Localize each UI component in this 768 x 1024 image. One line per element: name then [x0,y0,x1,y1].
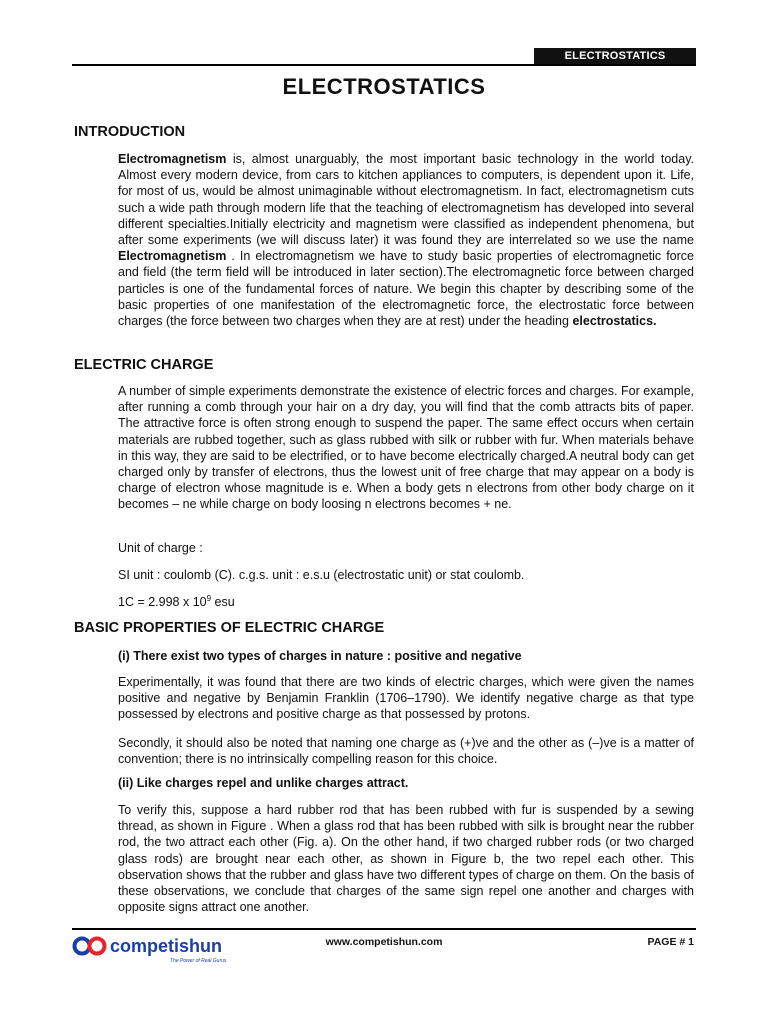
intro-paragraph: Electromagnetism is, almost unarguably, the most important basic technology in the world today. Almost every modern device, from cars to kitchen appliances to computers, is dependent upon it. Life, for most of us, would be almost unimaginable without electromagnetism. In fact, electromagnetism cuts such a wide path through modern life that the teaching of electromagnetism has developed into several different specialties.Initially electricity and magnetism were classified as independent phenomena, but after some experiments (we will discuss later) it was found they are interrelated so we use the name Electromagnetism . In electromagnetism we have to study basic properties of electromagnetic force and field (the term field will be introduced in later section).The electromagnetic force between charged particles is one of the fundamental forces of nature. We begin this chapter by describing some of the basic properties of one manifestation of the electromagnetic force, the electrostatic force between charges (the force between two charges when they are at rest) under the heading electrostatics. [118,152,694,329]
website-link[interactable]: www.competishun.com [325,936,443,948]
unit-of-charge-label: Unit of charge : [118,541,203,555]
intro-bold-term-2: Electromagnetism [118,249,227,264]
intro-heading: INTRODUCTION [74,124,186,140]
page-title: ELECTROSTATICS [282,74,486,99]
header-rule [72,64,696,66]
intro-bold-term-3: electrostatics. [572,314,657,329]
si-unit-line: SI unit : coulomb (C). c.g.s. unit : e.s.u (electrostatic unit) or stat coulomb. [118,568,525,582]
chapter-tag: ELECTROSTATICS [534,48,696,64]
electric-charge-heading: ELECTRIC CHARGE [74,357,214,373]
property-1-paragraph: Experimentally, it was found that there are two kinds of electric charges, which were given the names positive and negative by Benjamin Franklin (1706–1790). We identify negative charge as that type possessed by electrons and positive charge as that possessed by protons. [118,675,694,722]
footer-rule [72,928,696,930]
page-number: PAGE # 1 [647,936,694,948]
svg-text:competishun: competishun [110,936,223,956]
property-2-paragraph: To verify this, suppose a hard rubber rod that has been rubbed with fur is suspended by a sewing thread, as shown in Figure . When a glass rod that has been rubbed with silk is brought near the rubber rod, the two attract each other (Fig. a). On the other hand, if two charged rubber rods (or two charged glass rods) are brought near each other, as shown in Figure b, the two repel each other. This observation shows that the rubber and glass have two different types of charge on them. On the basis of these observations, we conclude that charges of the same sign repel one another and charges with opposite signs attract one another. [118,803,694,915]
svg-text:The Power of Real Gurus: The Power of Real Gurus [170,958,227,964]
conversion-line: 1C = 2.998 x $10^9$ esu [118,594,235,610]
property-2-title: (ii) Like charges repel and unlike charges attract. [118,776,409,790]
electric-charge-paragraph: A number of simple experiments demonstrate the existence of electric forces and charges. For example, after running a comb through your hair on a dry day, you will find that the comb attracts bits of paper. The attractive force is often strong enough to suspend the paper. The same effect occurs when certain materials are rubbed together, such as glass rubbed with silk or rubber with fur. When materials behave in this way, they are said to be electrified, or to have become electrically charged.A neutral body can get charged only by transfer of electrons, thus the lowest unit of free charge that may appear on a body is charge of electron whose magnitude is e. When a body gets n electrons from other body charge on it becomes – ne while charge on body loosing n electrons becomes + ne. [118,384,694,512]
intro-bold-term: Electromagnetism [118,152,227,166]
property-1-title: (i) There exist two types of charges in nature : positive and negative [118,649,522,663]
convention-paragraph: Secondly, it should also be noted that naming one charge as (+)ve and the other as (–)ve is a matter of convention; there is no intrinsically compelling reason for this choice. [118,736,694,767]
basic-properties-heading: BASIC PROPERTIES OF ELECTRIC CHARGE [74,620,385,636]
